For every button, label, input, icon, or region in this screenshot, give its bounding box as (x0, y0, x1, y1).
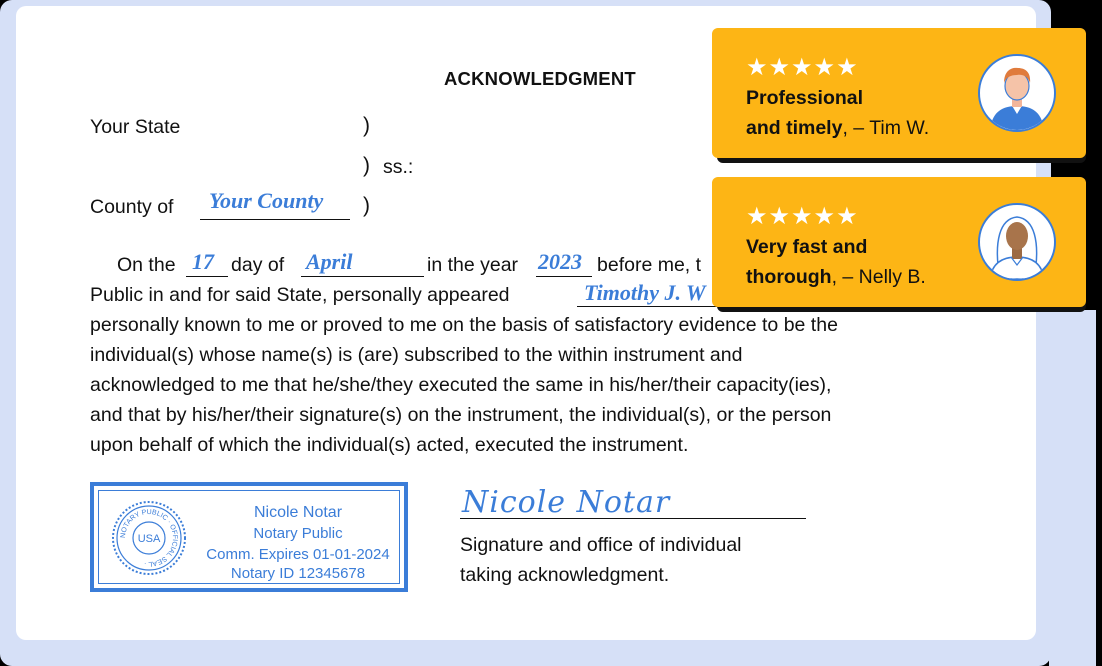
signature-caption-1: Signature and office of individual (460, 534, 742, 556)
female-avatar-icon (978, 203, 1056, 281)
before-me-text: before me, t (597, 254, 702, 276)
acknowledgment-body (90, 310, 990, 460)
body-line: personally known to me or proved to me on the basis of satisfactory evidence to be the (90, 314, 838, 336)
review-author: , – Nelly B. (831, 266, 926, 288)
seal-center-text: USA (137, 533, 161, 545)
seal-ring-text: NOTARY PUBLIC · OFFICIAL SEAL · (119, 508, 179, 568)
handwritten-signature: Nicole Notar (462, 485, 671, 520)
notary-seal-icon (111, 500, 187, 576)
male-avatar-icon (978, 54, 1056, 132)
body-line: individual(s) whose name(s) is (are) subscribed to the within instrument and (90, 344, 743, 366)
stamp-expires: Comm. Expires 01-01-2024 (206, 546, 390, 563)
stamp-name: Nicole Notar (253, 504, 343, 521)
stamp-title: Notary Public (253, 525, 343, 542)
review-highlight: Very fast and (746, 236, 868, 258)
review-highlight: thorough (746, 266, 832, 288)
county-paren: ) (363, 194, 370, 217)
month-value: April (306, 249, 353, 274)
review-author: , – Tim W. (842, 117, 930, 139)
on-the-text: On the (117, 254, 176, 276)
person-underline (577, 306, 727, 307)
document-title: ACKNOWLEDGMENT (444, 68, 636, 89)
signature-caption-2: taking acknowledgment. (460, 564, 670, 586)
day-value: 17 (192, 249, 214, 274)
public-text: Public in and for said State, personally appeared (90, 284, 510, 306)
review-highlight: Professional (746, 87, 864, 109)
review-text (746, 232, 986, 292)
review-text (746, 83, 986, 143)
five-star-rating-icon: ★★★★★ (746, 203, 859, 230)
body-line: upon behalf of which the individual(s) acted, executed the instrument. (90, 434, 689, 456)
notary-stamp (90, 482, 408, 592)
five-star-rating-icon: ★★★★★ (746, 54, 859, 81)
body-line: acknowledged to me that he/she/they executed the same in his/her/their capacity(ies), (90, 374, 832, 396)
county-label: County of (90, 196, 174, 218)
ss-paren: ) (363, 154, 370, 177)
backdrop-panel-extension (1049, 310, 1096, 666)
month-underline (301, 276, 424, 277)
review-card (712, 28, 1086, 158)
state-label: Your State (90, 116, 181, 138)
person-value: Timothy J. W (584, 280, 706, 305)
review-card (712, 177, 1086, 307)
review-highlight: and timely (746, 117, 843, 139)
ss-label: ss.: (383, 156, 414, 178)
year-value: 2023 (538, 249, 582, 274)
year-underline (536, 276, 592, 277)
signature-line (460, 518, 806, 519)
in-the-year-text: in the year (427, 254, 519, 276)
stamp-notary-id: Notary ID 12345678 (230, 565, 366, 582)
state-paren: ) (363, 114, 370, 137)
county-value: Your County (209, 188, 324, 213)
county-underline (200, 219, 350, 220)
body-line: and that by his/her/their signature(s) on the instrument, the individual(s), or the person (90, 404, 832, 426)
day-of-text: day of (231, 254, 285, 276)
day-underline (186, 276, 228, 277)
